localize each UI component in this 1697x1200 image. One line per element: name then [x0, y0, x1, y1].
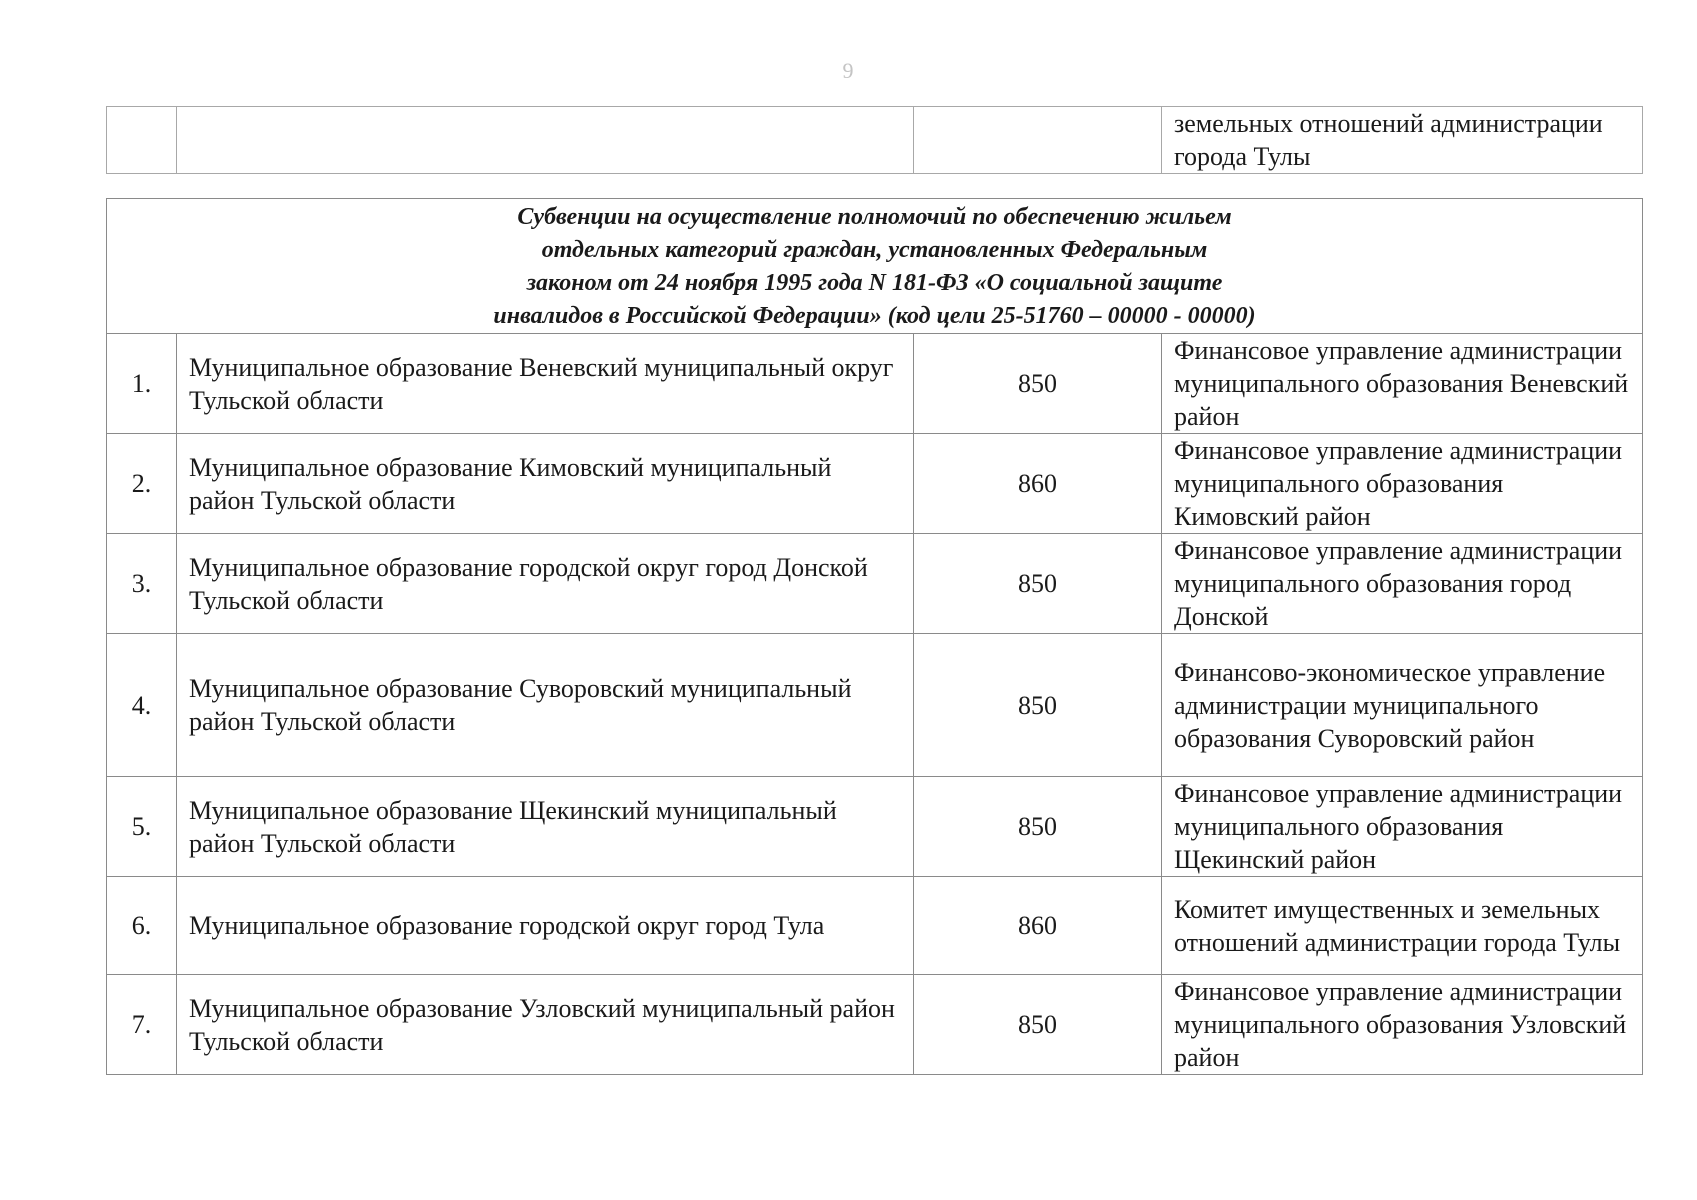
- code-value: 860: [914, 434, 1162, 534]
- code-value: 850: [914, 634, 1162, 777]
- municipality-name: Муниципальное образование Узловский муниципальный район Тульской области: [177, 975, 914, 1075]
- table-row: [107, 777, 1643, 877]
- row-number: 6.: [107, 877, 177, 975]
- section-title-line: законом от 24 ноября 1995 года N 181-ФЗ «О социальной защите: [526, 270, 1223, 296]
- municipality-cell: [177, 107, 914, 174]
- page-number: 9: [842, 58, 854, 83]
- administrator-name: Финансовое управление администрации муниципального образования город Донской: [1162, 534, 1643, 634]
- municipality-name: Муниципальное образование Суворовский муниципальный район Тульской области: [177, 634, 914, 777]
- municipality-name: Муниципальное образование городской округ город Донской Тульской области: [177, 534, 914, 634]
- subventions-table: [106, 198, 1643, 1075]
- code-value: 850: [914, 534, 1162, 634]
- municipality-name: Муниципальное образование Щекинский муниципальный район Тульской области: [177, 777, 914, 877]
- administrator-name: Финансовое управление администрации муниципального образования Щекинский район: [1162, 777, 1643, 877]
- administrator-name: Комитет имущественных и земельных отношений администрации города Тулы: [1162, 877, 1643, 975]
- municipality-name: Муниципальное образование Веневский муниципальный округ Тульской области: [177, 334, 914, 434]
- row-number-cell: [107, 107, 177, 174]
- section-title: [107, 199, 1643, 334]
- section-header-row: [107, 199, 1643, 334]
- section-title-line: Субвенции на осуществление полномочий по обеспечению жильем: [517, 204, 1232, 230]
- row-number: 7.: [107, 975, 177, 1075]
- municipality-name: Муниципальное образование Кимовский муниципальный район Тульской области: [177, 434, 914, 534]
- code-value: 850: [914, 334, 1162, 434]
- table-row: [107, 975, 1643, 1075]
- municipality-name: Муниципальное образование городской округ город Тула: [177, 877, 914, 975]
- code-cell: [914, 107, 1162, 174]
- administrator-name: Финансовое управление администрации муниципального образования Кимовский район: [1162, 434, 1643, 534]
- row-number: 2.: [107, 434, 177, 534]
- table-row: [107, 334, 1643, 434]
- administrator-cell: земельных отношений администрации города Тулы: [1162, 107, 1643, 174]
- table-row: [107, 534, 1643, 634]
- code-value: 860: [914, 877, 1162, 975]
- table-row: [107, 634, 1643, 777]
- section-title-line: отдельных категорий граждан, установленных Федеральным: [541, 237, 1208, 263]
- table-row: [107, 877, 1643, 975]
- administrator-name: Финансовое управление администрации муниципального образования Веневский район: [1162, 334, 1643, 434]
- section-title-line: инвалидов в Российской Федерации» (код цели 25-51760 – 00000 - 00000): [493, 303, 1256, 329]
- continuation-table: [106, 106, 1643, 174]
- code-value: 850: [914, 975, 1162, 1075]
- table-row: [107, 434, 1643, 534]
- table-row: [107, 107, 1643, 174]
- row-number: 5.: [107, 777, 177, 877]
- row-number: 3.: [107, 534, 177, 634]
- administrator-name: Финансово-экономическое управление администрации муниципального образования Суворовский район: [1162, 634, 1643, 777]
- row-number: 1.: [107, 334, 177, 434]
- administrator-name: Финансовое управление администрации муниципального образования Узловский район: [1162, 975, 1643, 1075]
- code-value: 850: [914, 777, 1162, 877]
- row-number: 4.: [107, 634, 177, 777]
